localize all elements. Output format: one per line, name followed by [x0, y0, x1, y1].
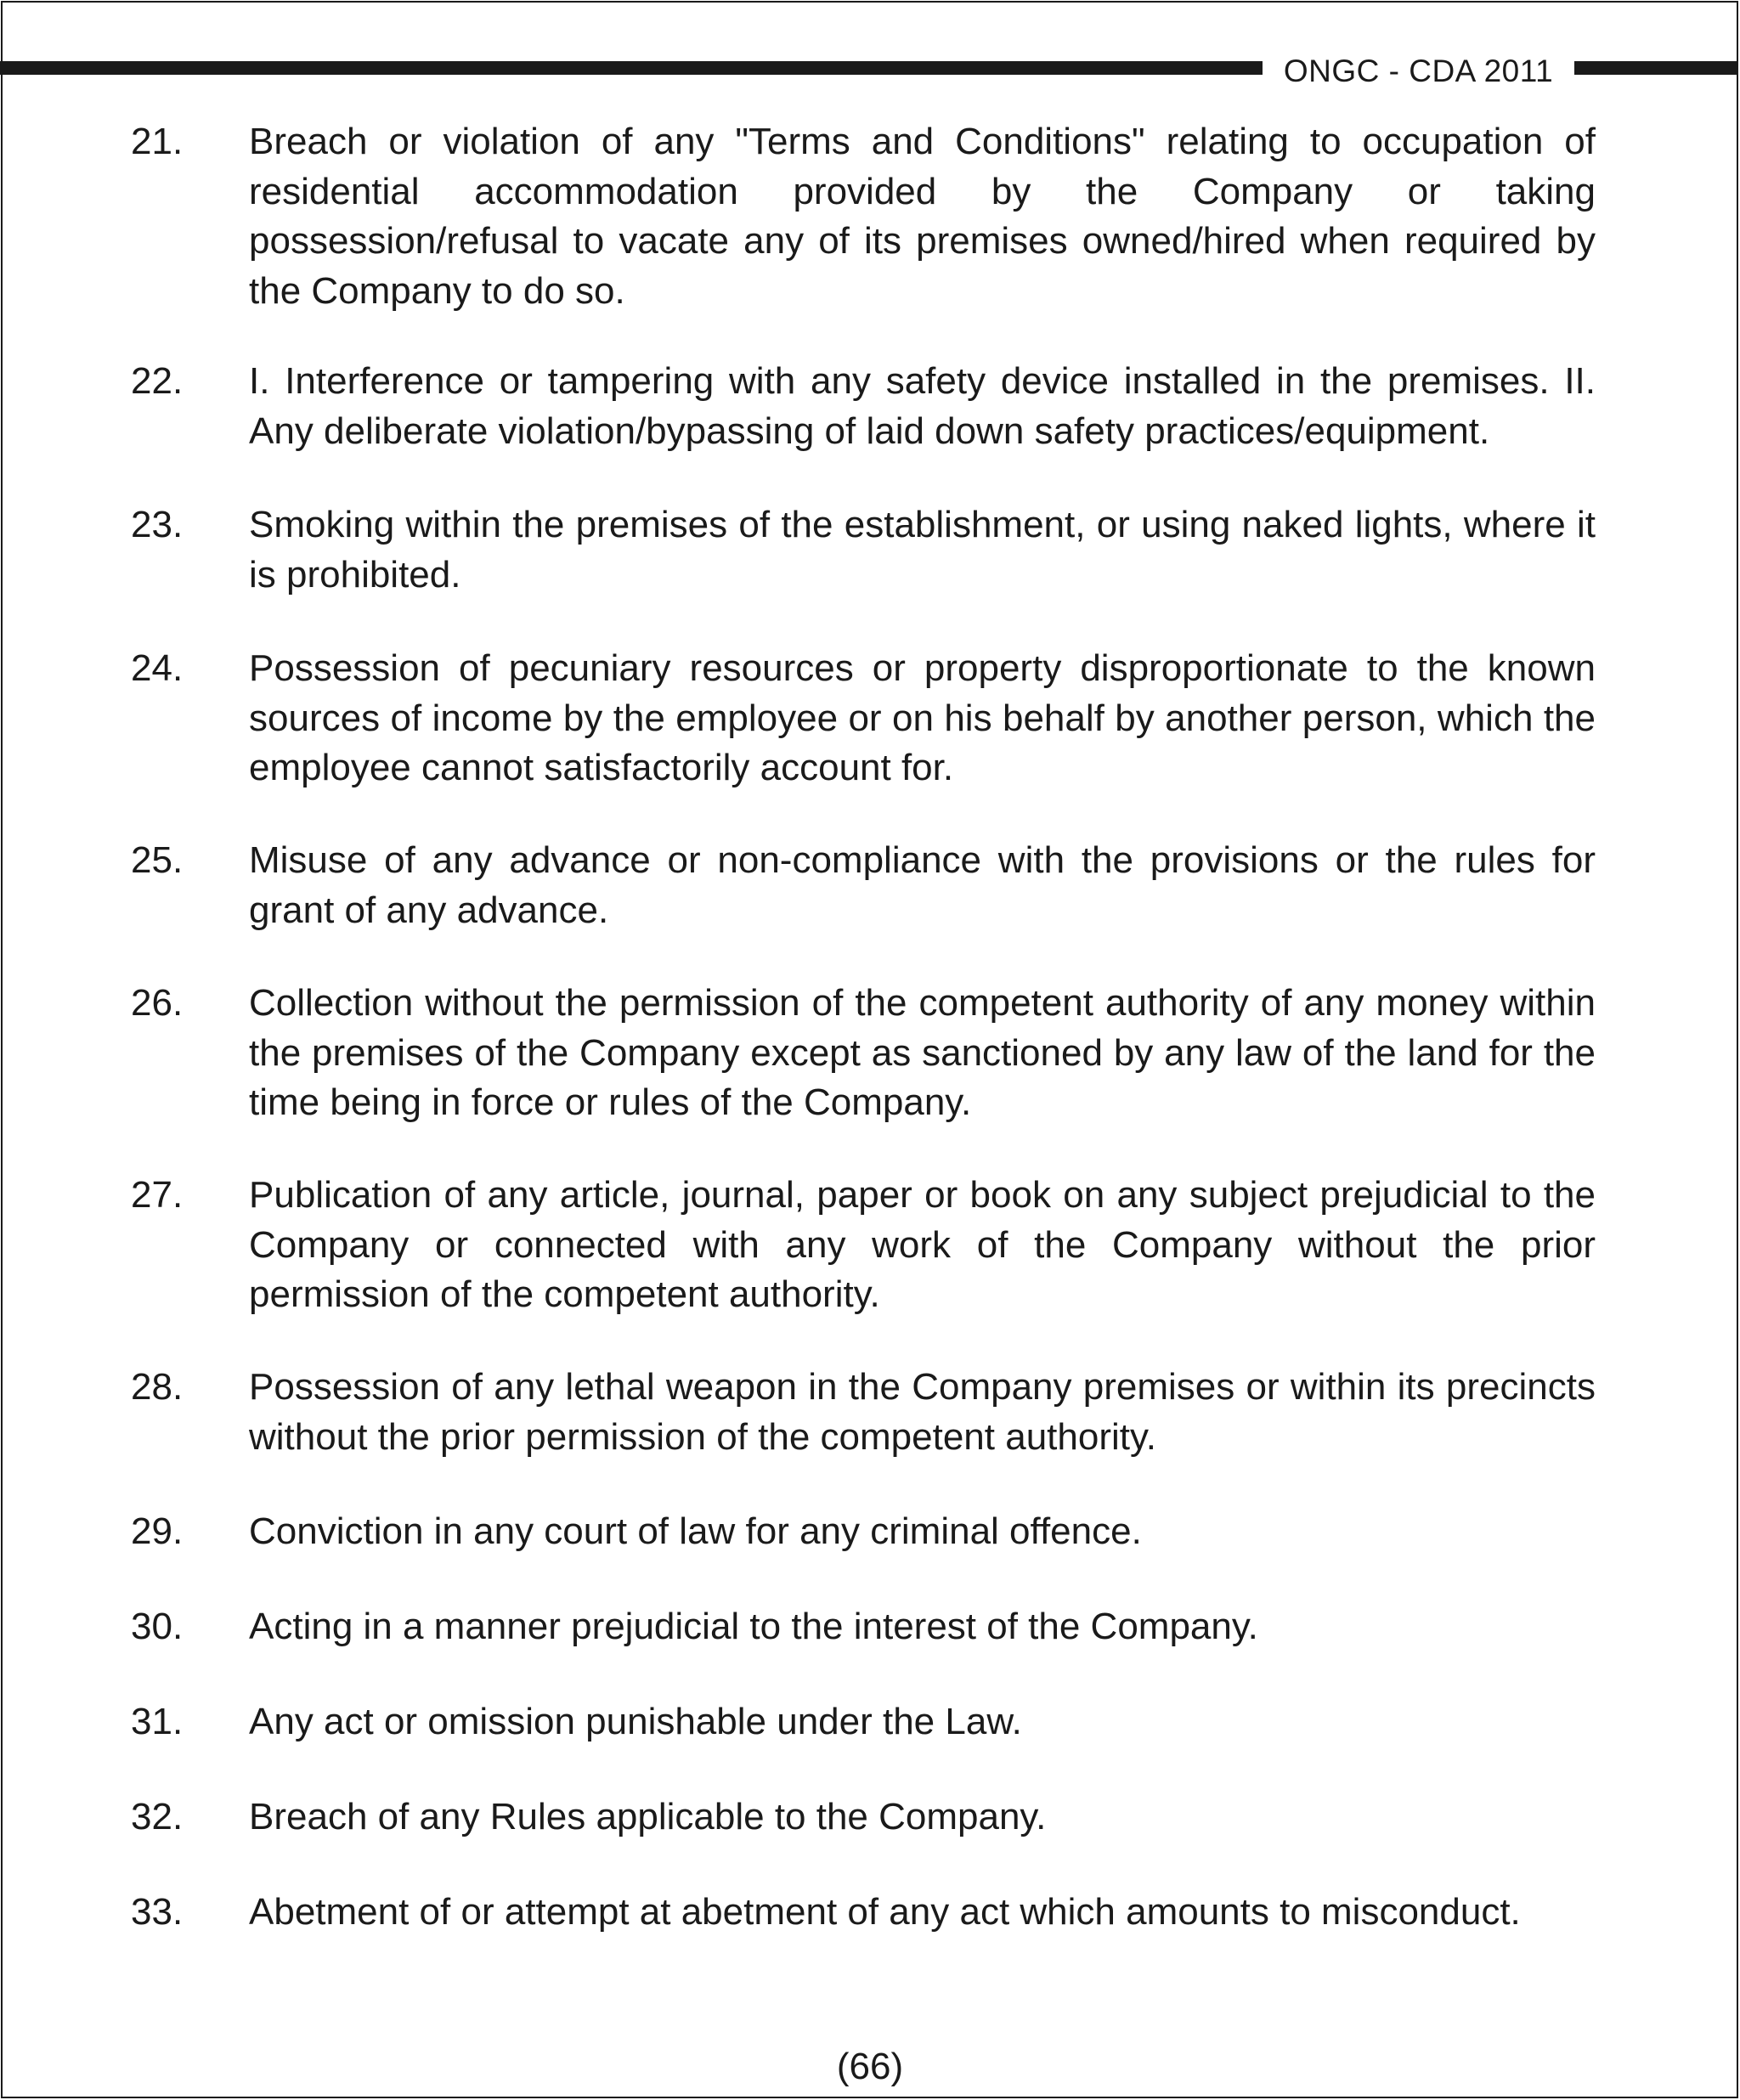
item-number: 29.	[131, 1510, 184, 1552]
item-text: Breach or violation of any "Terms and Conditions" relating to occupation of residential accommodation provided by the Company or taking possession/refusal to vacate any of its premises owned/hired when required by the Company to do so.	[249, 121, 1596, 312]
item-number: 26.	[131, 982, 184, 1024]
item-text: Collection without the permission of the competent authority of any money within the premises of the Company except as sanctioned by any law of the land for the time being in force or rules of the Company.	[249, 982, 1596, 1123]
item-text: Conviction in any court of law for any criminal offence.	[249, 1510, 1142, 1552]
item-text: Smoking within the premises of the establishment, or using naked lights, where it is prohibited.	[249, 504, 1596, 596]
header-title: ONGC - CDA 2011	[1283, 54, 1554, 88]
item-number: 30.	[131, 1606, 184, 1647]
header-rule-left	[0, 61, 1263, 75]
item-number: 24.	[131, 647, 184, 689]
item-number: 21.	[131, 121, 184, 162]
item-text: Possession of pecuniary resources or property disproportionate to the known sources of income by the employee or on his behalf by another person, which the employee cannot satisfactorily account for.	[249, 647, 1596, 788]
item-text: Acting in a manner prejudicial to the interest of the Company.	[249, 1606, 1258, 1647]
item-text: Abetment of or attempt at abetment of any act which amounts to misconduct.	[249, 1891, 1521, 1933]
item-number: 22.	[131, 360, 184, 402]
item-number: 33.	[131, 1891, 184, 1933]
item-number: 27.	[131, 1174, 184, 1216]
item-number: 23.	[131, 504, 184, 545]
item-number: 31.	[131, 1701, 184, 1742]
item-number: 32.	[131, 1796, 184, 1838]
item-text: Publication of any article, journal, paper or book on any subject prejudicial to the Company or connected with any work of the Company without the prior permission of the competent authority.	[249, 1174, 1596, 1315]
item-text: Any act or omission punishable under the Law.	[249, 1701, 1022, 1742]
item-number: 28.	[131, 1366, 184, 1408]
item-text: Misuse of any advance or non-compliance with the provisions or the rules for grant of any advance.	[249, 839, 1596, 931]
item-text: Breach of any Rules applicable to the Company.	[249, 1796, 1047, 1838]
item-text: I. Interference or tampering with any safety device installed in the premises. II. Any deliberate violation/bypassing of laid down safety practices/equipment.	[249, 360, 1596, 452]
item-number: 25.	[131, 839, 184, 881]
header-rule-right	[1574, 61, 1738, 75]
item-text: Possession of any lethal weapon in the Company premises or within its precincts without the prior permission of the competent authority.	[249, 1366, 1596, 1458]
page-number: (66)	[836, 2046, 904, 2087]
